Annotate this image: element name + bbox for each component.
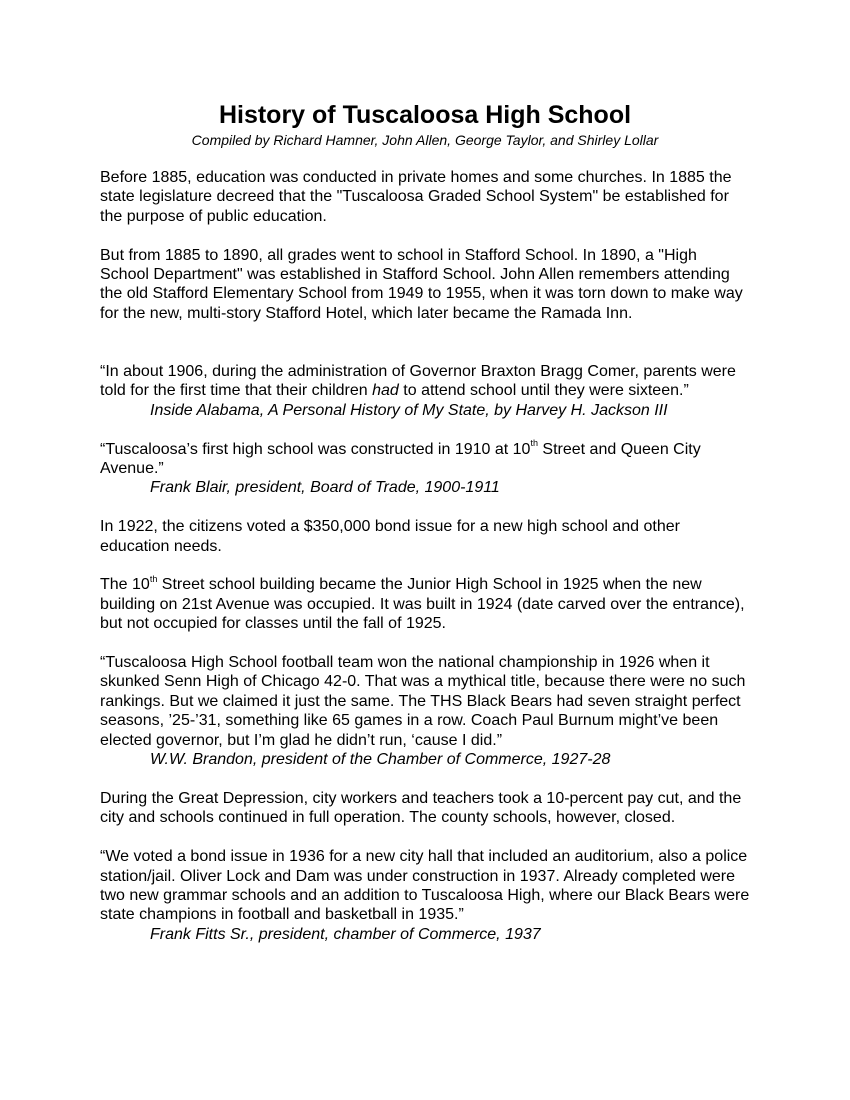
- quote-football-1926: “Tuscaloosa High School football team won the national championship in 1926 when it skunked Senn High of Chicago 42-0. That was a mythical title, because there were no such rankings. But we claimed it just the same. The THS Black Bears had seven straight perfect seasons, ’25-’31, something like 65 games in a row. Coach Paul Burnum might’ve been elected governor, but I’m glad he didn’t run, ‘cause I did.”: [100, 654, 746, 749]
- document-page: [100, 99, 750, 944]
- quote-bond-1936-attribution: Frank Fitts Sr., president, chamber of Commerce, 1937: [150, 925, 541, 943]
- junior-high-text-a: The 10: [100, 576, 150, 594]
- junior-high-text-b: Street school building became the Junior High School in 1925 when the new building on 21st Avenue was occupied. It was built in 1924 (date carved over the entrance), but not occupied for classes until the fall of 1925.: [100, 576, 745, 633]
- quote-1906-text-b: to attend school until they were sixteen.”: [398, 382, 689, 400]
- paragraph-bond-1922: In 1922, the citizens voted a $350,000 bond issue for a new high school and other education needs.: [100, 518, 680, 555]
- quote-1910-attribution: Frank Blair, president, Board of Trade, 1900-1911: [150, 479, 500, 497]
- quote-1906-text-a: “In about 1906, during the administration of Governor Braxton Bragg Comer, parents were told for the first time that their children: [100, 363, 736, 400]
- quote-1910-superscript: th: [530, 438, 538, 449]
- junior-high-superscript: th: [149, 574, 158, 585]
- paragraph-great-depression: During the Great Depression, city workers and teachers took a 10-percent pay cut, and the city and schools continued in full operation. The county schools, however, closed.: [100, 789, 742, 827]
- quote-1906: [100, 362, 750, 401]
- page-title: History of Tuscaloosa High School: [218, 101, 632, 129]
- quote-football-attribution: W.W. Brandon, president of the Chamber of Commerce, 1927-28: [150, 751, 611, 769]
- paragraph-junior-high: [100, 575, 750, 633]
- quote-1906-emphasis: had: [372, 382, 399, 400]
- quote-1910: [100, 440, 750, 479]
- paragraph-early-education: Before 1885, education was conducted in private homes and some churches. In 1885 the state legislature decreed that the "Tuscaloosa Graded School System" be established for the purpose of public education.: [100, 169, 732, 225]
- page-subtitle: Compiled by Richard Hamner, John Allen, George Taylor, and Shirley Lollar: [191, 132, 659, 148]
- quote-1910-text-a: “Tuscaloosa’s first high school was constructed in 1910 at 10: [100, 440, 531, 458]
- quote-bond-1936: “We voted a bond issue in 1936 for a new city hall that included an auditorium, also a police station/jail. Oliver Lock and Dam was under construction in 1937. Already completed were two new grammar schools and an addition to Tuscaloosa High, where our Black Bears were state champions in football and basketball in 1935.”: [100, 848, 750, 924]
- quote-1910-text-b: Street and Queen City Avenue.”: [100, 440, 701, 478]
- paragraph-stafford-school: But from 1885 to 1890, all grades went to school in Stafford School. In 1890, a "High School Department" was established in Stafford School. John Allen remembers attending the old Stafford Elementary School from 1949 to 1955, when it was torn down to make way for the new, multi-story Stafford Hotel, which later became the Ramada Inn.: [100, 246, 743, 322]
- quote-1906-attribution: Inside Alabama, A Personal History of My State, by Harvey H. Jackson III: [150, 401, 668, 419]
